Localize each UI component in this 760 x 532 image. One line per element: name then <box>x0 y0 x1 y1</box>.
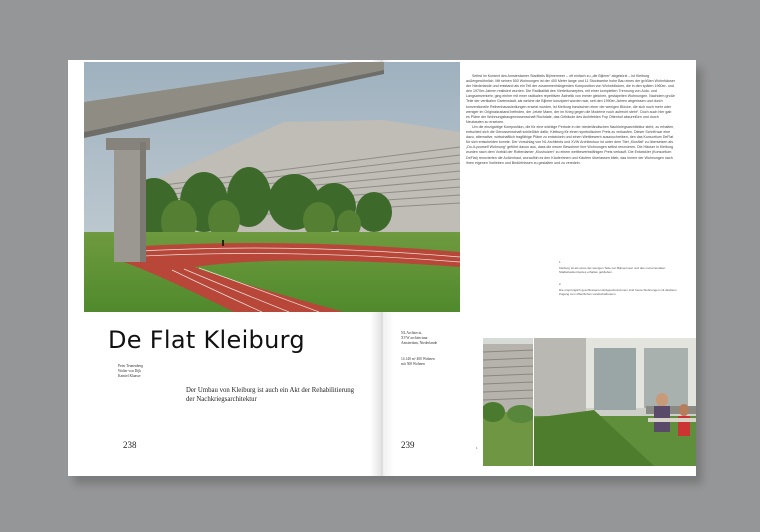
architect-credits <box>401 331 461 345</box>
stats-line: mit 500 Wohnen <box>401 361 425 366</box>
magazine-spread <box>68 60 696 476</box>
hero-photo-running-track <box>84 62 460 312</box>
stats-line: 14.140 m² 400 Wohnen <box>401 357 435 361</box>
caption-marker: 1 <box>559 260 561 264</box>
article-title: De Flat Kleiburg <box>108 326 305 354</box>
body-text <box>466 74 676 166</box>
project-stats <box>401 357 461 367</box>
caption: Die ursprünglich geschlossenen Erdgeschosszonen sind heute Wohnungen mit direktem Zugang zum öffentlichen Landschaftsraum. <box>559 288 677 296</box>
photo-building-facade <box>483 338 533 466</box>
credit-line: Walter von Dijk <box>118 368 142 373</box>
body-paragraph: Selbst im Kontext des Amsterdamer Stadtteils Bijlmermeer – oft einfach zu „die Bijlmer“ abgekürzt – ist Kleiburg außergewöhnlich. Mit seinen 500 Wohnungen ist der 400 Meter lange und 11 Stockwerke hohe Bau eines der größten Wohnhäuser der Niederlande und entstand als ein Teil der zusammenhängenden Komposition von Wohnblöcken, die in den späten 1960er- und den 1970er-Jahren realisiert wurden. Die Radikalität des Viertelkonzeptes, mit einer kompletten Trennung von Auto- und Langsamverkehr, ging einher mit einer radikalen repetitiven Ästhetik von immer gleichen, gestapelten Wohnungen. Nachdem große Teile der vertikalen Gartenstadt, als welche die Bijlmer konzipiert worden war, seit den 1990er-Jahren abgerissen und durch konventionelle Reihenhaussiedlungen ersetzt wurden, ist Kleiburg inzwischen einer der wenigen Blöcke, die sich noch mehr oder weniger im Originalzustand befinden, der „letzte Mann, der im Krieg gegen die Moderne noch aufrecht steht“. Doch auch hier gab es Pläne der Wohnungsbaugenossenschaft Rochdale, das Gebäude des Architekten Fop Ottenhof abzureißen und durch Neubauten zu ersetzen. <box>466 74 675 124</box>
credit-line: Peter Teunenberg <box>118 364 144 368</box>
caption-marker: 2 <box>559 282 561 286</box>
article-subtitle: Der Umbau von Kleiburg ist auch ein Akt der Rehabilitierung der Nachkriegsarchitektur <box>186 387 355 403</box>
body-paragraph: Um die einzigartige Komposition, die für eine wichtige Periode in der niederländischen Nachkriegsarchitektur steht, zu erhalten, entschied sich die Genossenschaft schließlich dafür, Kleiburg für einen symbolischen Preis zu verkaufen. Dieser Schritt war eine dazu, alternative, wirtschaftlich tragfähige Pläne zu entwickeln und einen Wettbewerb auszuschreiben, den das Konsortium DeFlat für sich entscheiden konnte. Der Vorschlag von NL Architects und XVW Architectuur ist unter dem Titel „Klusflat“ zu übersetzen als „Do-it-yourself Wohnung“ geführt davon aus, dass die neuen Bewohner ihre Wohnungen selbst renovieren. Die Häuser in Kleiburg wurden nach dem Vorbild der Rotterdamer „Klushuizen“ zu einem wettbewerbsfähigen Preis verkauft. Die Entwickler (Konsortium DeFlat) renovierten die Außenhaut, woraufhin es den Käuferinnen und Käufern überlassen blieb, das Innere der Wohnungen nach ihren eigenen Vorlieben und Bedürfnissen zu gestalten und zu veredeln. <box>466 124 675 165</box>
credit-line: NL Architects, <box>401 331 423 335</box>
page-number-right: 239 <box>401 440 415 450</box>
photo-credits <box>118 364 168 378</box>
caption: Kleiburg ist als eines der wenigen Teile von Bijlmermeer und des monumentalen Städtebaukonzeptes erhalten geblieben. <box>559 266 666 274</box>
credit-line: Amsterdam, Niederlande <box>401 340 438 345</box>
page-number-left: 238 <box>123 440 137 450</box>
photo-residents-terrace <box>534 338 696 466</box>
photo-marker: 1 <box>476 446 478 450</box>
credit-line: XVW architectuur <box>401 335 428 340</box>
credit-line: Kamiel Klaasse <box>118 373 141 378</box>
